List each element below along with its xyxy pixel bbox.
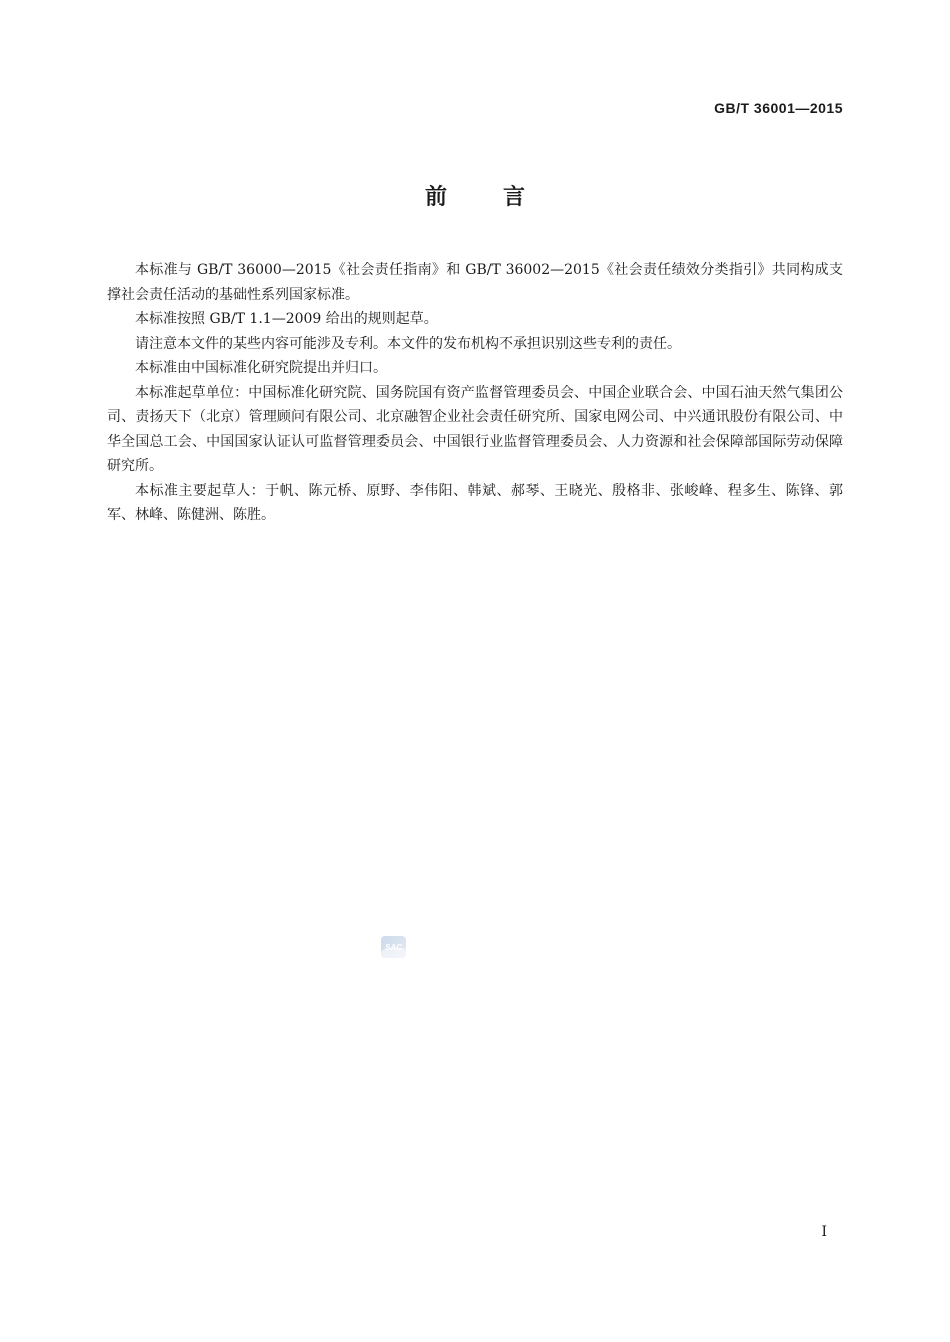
- standard-code: GB/T 36001—2015: [714, 100, 843, 116]
- paragraph: 本标准由中国标准化研究院提出并归口。: [135, 360, 387, 376]
- watermark-text: SAC: [385, 943, 402, 952]
- page-number: I: [821, 1224, 827, 1240]
- paragraph: 本标准与 GB/T 36000—2015《社会责任指南》和 GB/T 36002—2015《社会责任绩效分类指引》共同构成支撑社会责任活动的基础性系列国家标准。: [107, 262, 843, 303]
- paragraph: 本标准起草单位：中国标准化研究院、国务院国有资产监督管理委员会、中国企业联合会、中国石油天然气集团公司、责扬天下（北京）管理顾问有限公司、北京融智企业社会责任研究所、国家电网公司、中兴通讯股份有限公司、中华全国总工会、中国国家认证认可监督管理委员会、中国银行业监督管理委员会、人力资源和社会保障部国际劳动保障研究所。: [107, 384, 843, 474]
- paragraph: 请注意本文件的某些内容可能涉及专利。本文件的发布机构不承担识别这些专利的责任。: [135, 335, 681, 352]
- page-title: 前言: [424, 185, 581, 210]
- sac-logo-icon: [381, 936, 406, 958]
- paragraph: 本标准按照 GB/T 1.1—2009 给出的规则起草。: [135, 311, 438, 327]
- foreword-body: [107, 258, 843, 528]
- sac-watermark-logo: [381, 936, 406, 958]
- paragraph: 本标准主要起草人：于帆、陈元桥、原野、李伟阳、韩斌、郝琴、王晓光、殷格非、张峻峰、程多生、陈锋、郭军、林峰、陈健洲、陈胜。: [107, 482, 843, 523]
